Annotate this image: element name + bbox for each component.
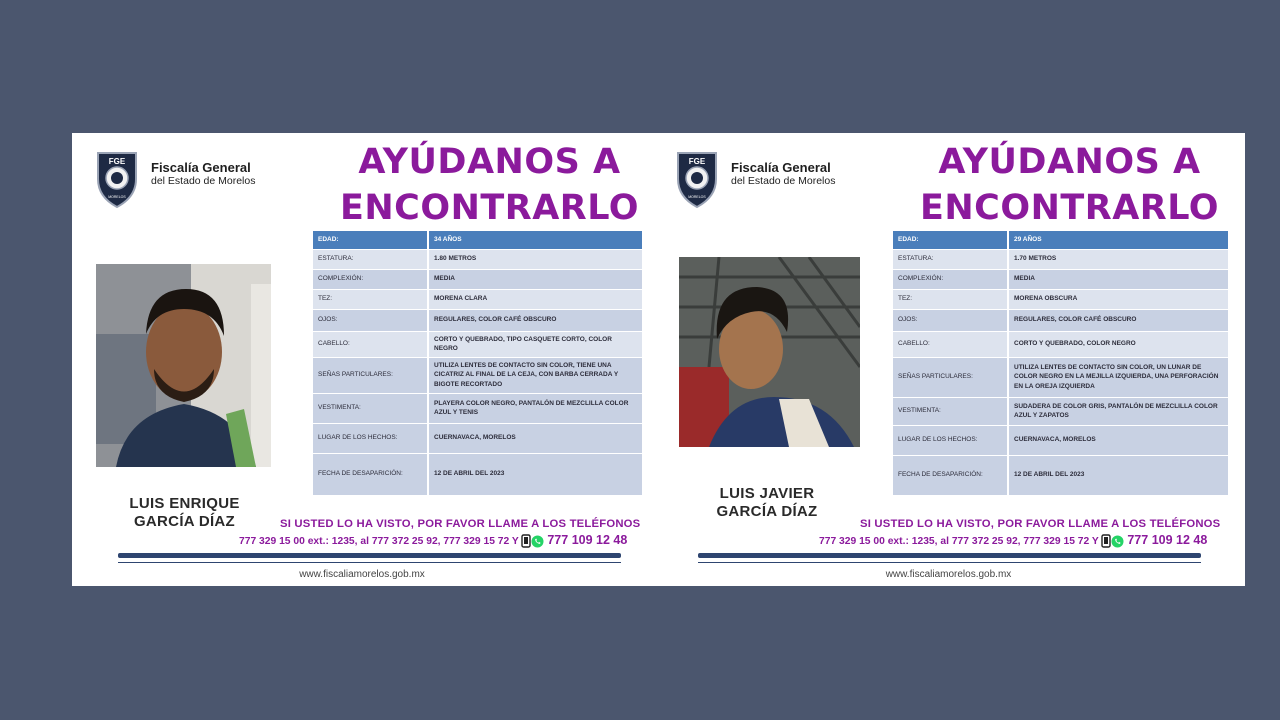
org-name: Fiscalía General bbox=[731, 160, 831, 175]
person-photo bbox=[96, 264, 271, 467]
footer-divider-thin bbox=[698, 562, 1201, 563]
row-label: COMPLEXIÓN: bbox=[893, 269, 1008, 289]
website-link[interactable]: www.fiscaliamorelos.gob.mx bbox=[885, 569, 1012, 580]
row-label: OJOS: bbox=[313, 309, 428, 331]
row-value: CUERNAVACA, MORELOS bbox=[428, 423, 642, 453]
whatsapp-icon bbox=[1111, 535, 1124, 548]
row-label: LUGAR DE LOS HECHOS: bbox=[313, 423, 428, 453]
whatsapp-icon bbox=[531, 535, 544, 548]
row-label: ESTATURA: bbox=[313, 249, 428, 269]
row-value: MEDIA bbox=[428, 269, 642, 289]
table-row bbox=[313, 289, 642, 309]
row-value: REGULARES, COLOR CAFÉ OBSCURO bbox=[428, 309, 642, 331]
website-link[interactable]: www.fiscaliamorelos.gob.mx bbox=[299, 569, 425, 580]
call-to-action: SI USTED LO HA VISTO, POR FAVOR LLAME A LOS TELÉFONOS bbox=[860, 518, 1221, 530]
fge-shield-logo bbox=[674, 149, 720, 209]
table-row bbox=[313, 231, 642, 249]
row-label: VESTIMENTA: bbox=[313, 393, 428, 423]
row-label: EDAD: bbox=[313, 231, 428, 249]
row-label: COMPLEXIÓN: bbox=[313, 269, 428, 289]
table-row bbox=[893, 357, 1228, 397]
row-value: UTILIZA LENTES DE CONTACTO SIN COLOR, TIENE UNA CICATRIZ AL FINAL DE LA CEJA, CON BARBA CERRADA Y BIGOTE RECORTADO bbox=[428, 357, 642, 393]
row-value: 1.70 METROS bbox=[1008, 249, 1228, 269]
row-label: TEZ: bbox=[893, 289, 1008, 309]
table-row bbox=[893, 331, 1228, 357]
row-label: EDAD: bbox=[893, 231, 1008, 249]
missing-person-poster-left bbox=[72, 133, 652, 586]
table-row bbox=[313, 393, 642, 423]
row-label: FECHA DE DESAPARICIÓN: bbox=[893, 455, 1008, 495]
whatsapp-number: 777 109 12 48 bbox=[1127, 533, 1208, 547]
mobile-phone-icon bbox=[521, 534, 531, 548]
row-value: PLAYERA COLOR NEGRO, PANTALÓN DE MEZCLILLA COLOR AZUL Y TENIS bbox=[428, 393, 642, 423]
row-value: UTILIZA LENTES DE CONTACTO SIN COLOR, UN LUNAR DE COLOR NEGRO EN LA MEJILLA IZQUIERDA, UNA PERFORACIÓN EN LA OREJA IZQUIERDA bbox=[1008, 357, 1228, 397]
logo-sub-text: MORELOS bbox=[108, 195, 126, 199]
footer-divider bbox=[118, 553, 621, 558]
person-name bbox=[697, 485, 837, 521]
logo-text: FGE bbox=[688, 157, 706, 166]
row-value: 34 AÑOS bbox=[428, 231, 642, 249]
row-value: 12 DE ABRIL DEL 2023 bbox=[1008, 455, 1228, 495]
row-label: LUGAR DE LOS HECHOS: bbox=[893, 425, 1008, 455]
missing-person-poster-right bbox=[652, 133, 1245, 586]
row-label: SEÑAS PARTICULARES: bbox=[893, 357, 1008, 397]
person-photo bbox=[679, 257, 860, 447]
row-value: CORTO Y QUEBRADO, TIPO CASQUETE CORTO, COLOR NEGRO bbox=[428, 331, 642, 357]
mobile-phone-icon bbox=[1101, 534, 1111, 548]
headline-line-1: AYÚDANOS A bbox=[358, 142, 621, 182]
table-row bbox=[893, 249, 1228, 269]
person-details-table bbox=[893, 231, 1228, 496]
headline bbox=[892, 139, 1245, 231]
org-subtitle: del Estado de Morelos bbox=[151, 175, 256, 187]
logo-text: FGE bbox=[108, 157, 126, 166]
row-value: 29 AÑOS bbox=[1008, 231, 1228, 249]
last-names: GARCÍA DÍAZ bbox=[133, 513, 236, 530]
table-row bbox=[893, 309, 1228, 331]
logo-sub-text: MORELOS bbox=[688, 195, 706, 199]
row-label: ESTATURA: bbox=[893, 249, 1008, 269]
table-row bbox=[313, 269, 642, 289]
last-names: GARCÍA DÍAZ bbox=[716, 503, 818, 520]
table-row bbox=[893, 231, 1228, 249]
table-row bbox=[893, 425, 1228, 455]
table-row bbox=[893, 397, 1228, 425]
person-details-table bbox=[313, 231, 642, 496]
row-label: CABELLO: bbox=[893, 331, 1008, 357]
first-names: LUIS ENRIQUE bbox=[129, 495, 240, 512]
phone-numbers bbox=[819, 533, 1207, 548]
fge-shield-logo bbox=[94, 149, 140, 209]
footer-divider bbox=[698, 553, 1201, 558]
row-value: SUDADERA DE COLOR GRIS, PANTALÓN DE MEZCLILLA COLOR AZUL Y ZAPATOS bbox=[1008, 397, 1228, 425]
table-row bbox=[893, 289, 1228, 309]
table-row bbox=[313, 309, 642, 331]
row-label: CABELLO: bbox=[313, 331, 428, 357]
table-row bbox=[313, 357, 642, 393]
phone-numbers bbox=[239, 533, 627, 548]
org-subtitle: del Estado de Morelos bbox=[731, 175, 836, 187]
row-value: MEDIA bbox=[1008, 269, 1228, 289]
headline-line-2: ENCONTRARLO bbox=[919, 188, 1220, 228]
first-names: LUIS JAVIER bbox=[719, 485, 815, 502]
row-label: FECHA DE DESAPARICIÓN: bbox=[313, 453, 428, 495]
table-row bbox=[313, 331, 642, 357]
row-value: CUERNAVACA, MORELOS bbox=[1008, 425, 1228, 455]
row-value: 1.80 METROS bbox=[428, 249, 642, 269]
row-label: SEÑAS PARTICULARES: bbox=[313, 357, 428, 393]
row-label: VESTIMENTA: bbox=[893, 397, 1008, 425]
table-row bbox=[313, 423, 642, 453]
row-label: OJOS: bbox=[893, 309, 1008, 331]
headline-line-2: ENCONTRARLO bbox=[339, 188, 640, 228]
table-row bbox=[313, 249, 642, 269]
person-name bbox=[112, 495, 257, 531]
table-row bbox=[313, 453, 642, 495]
row-value: MORENA CLARA bbox=[428, 289, 642, 309]
row-label: TEZ: bbox=[313, 289, 428, 309]
org-name: Fiscalía General bbox=[151, 160, 251, 175]
row-value: CORTO Y QUEBRADO, COLOR NEGRO bbox=[1008, 331, 1228, 357]
row-value: MORENA OBSCURA bbox=[1008, 289, 1228, 309]
table-row bbox=[893, 269, 1228, 289]
row-value: 12 DE ABRIL DEL 2023 bbox=[428, 453, 642, 495]
phone-list: 777 329 15 00 ext.: 1235, al 777 372 25 92, 777 329 15 72 Y bbox=[239, 536, 519, 547]
whatsapp-number: 777 109 12 48 bbox=[547, 533, 628, 547]
headline bbox=[312, 139, 652, 231]
phone-list: 777 329 15 00 ext.: 1235, al 777 372 25 92, 777 329 15 72 Y bbox=[819, 536, 1099, 547]
footer-divider-thin bbox=[118, 562, 621, 563]
row-value: REGULARES, COLOR CAFÉ OBSCURO bbox=[1008, 309, 1228, 331]
call-to-action: SI USTED LO HA VISTO, POR FAVOR LLAME A LOS TELÉFONOS bbox=[280, 518, 641, 530]
headline-line-1: AYÚDANOS A bbox=[938, 142, 1201, 182]
table-row bbox=[893, 455, 1228, 495]
